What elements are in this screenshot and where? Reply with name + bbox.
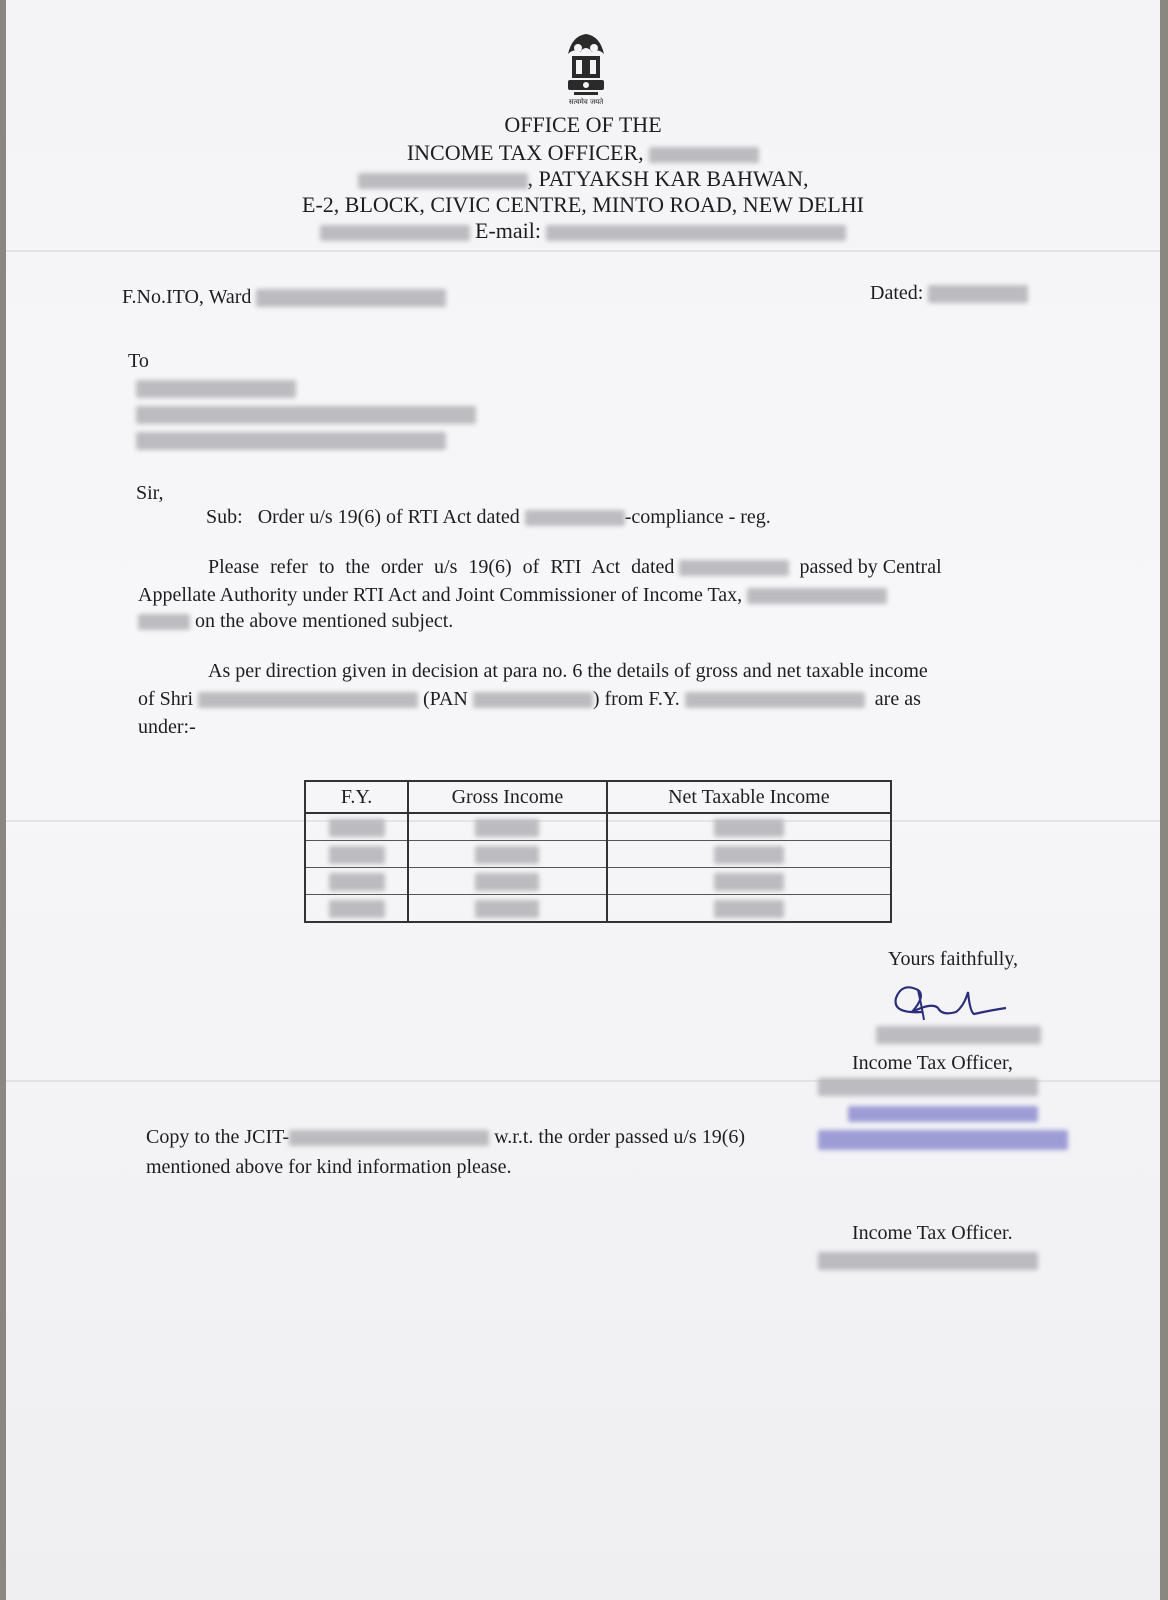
income-table xyxy=(304,780,892,923)
copy-to-line2: mentioned above for kind information please. xyxy=(146,1156,512,1178)
signatory-name xyxy=(876,1026,1041,1044)
addressee-block xyxy=(136,380,476,450)
letter-page xyxy=(6,0,1160,1600)
office-contact: E-mail: xyxy=(6,218,1160,244)
column-header-gross-income: Gross Income xyxy=(408,781,607,813)
dated-field: Dated: xyxy=(870,282,1028,305)
column-header-fy: F.Y. xyxy=(305,781,408,813)
para2-line3: under:- xyxy=(138,716,196,738)
table-row xyxy=(305,895,891,923)
table-header-row xyxy=(305,781,891,813)
file-number: F.No.ITO, Ward xyxy=(122,286,446,309)
office-line-1: OFFICE OF THE xyxy=(504,112,662,137)
para1-line3: on the above mentioned subject. xyxy=(138,610,453,633)
yours-faithfully: Yours faithfully, xyxy=(888,948,1019,970)
para2-line1: As per direction given in decision at para no. 6 the details of gross and net taxable income xyxy=(208,660,928,682)
state-emblem-icon xyxy=(554,28,618,112)
fold-line xyxy=(6,250,1160,252)
office-line-2: INCOME TAX OFFICER, xyxy=(6,140,1160,166)
para1-line2: Appellate Authority under RTI Act and Joint Commissioner of Income Tax, xyxy=(138,584,887,607)
copy-to-line1: Copy to the JCIT- w.r.t. the order passed u/s 19(6) xyxy=(146,1126,746,1148)
para1-line1: Please refer to the order u/s 19(6) of RTI Act dated passed by Central xyxy=(208,556,942,578)
emblem-caption: सत्यमेव जयते xyxy=(568,98,604,106)
table-row xyxy=(305,841,891,868)
salutation: Sir, xyxy=(136,482,164,504)
office-address: E-2, BLOCK, CIVIC CENTRE, MINTO ROAD, NEW DELHI xyxy=(302,192,864,217)
table-row xyxy=(305,868,891,895)
office-line-3: , PATYAKSH KAR BAHWAN, xyxy=(6,166,1160,192)
para2-line2: of Shri (PAN ) from F.Y. are as xyxy=(138,688,921,710)
column-header-net-taxable-income: Net Taxable Income xyxy=(607,781,891,813)
table-row xyxy=(305,813,891,841)
officer-ward xyxy=(818,1252,1038,1270)
subject-line: Sub: Order u/s 19(6) of RTI Act dated -compliance - reg. xyxy=(206,506,771,528)
officer-designation-copy: Income Tax Officer. xyxy=(852,1222,1013,1244)
official-stamp xyxy=(818,1078,1068,1150)
officer-designation: Income Tax Officer, xyxy=(852,1052,1013,1074)
to-label: To xyxy=(128,350,149,372)
